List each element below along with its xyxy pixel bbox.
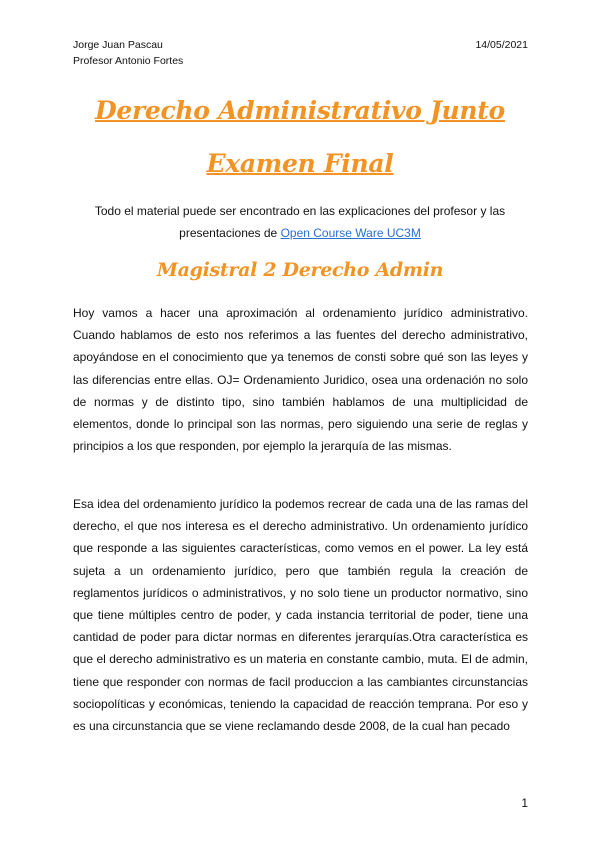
professor-name: Profesor Antonio Fortes: [73, 55, 184, 67]
section-title: Magistral 2 Derecho Admin: [156, 259, 444, 281]
document-title: Derecho Administrativo Junto Examen Final: [95, 96, 505, 178]
header-date: 14/05/2021: [475, 39, 528, 51]
intro-text-body: Todo el material puede ser encontrado en las explicaciones del profesor y las presentaciones de: [94, 204, 506, 240]
page-number: 1: [521, 796, 528, 810]
ocw-link[interactable]: Open Course Ware UC3M: [280, 226, 421, 240]
author-name: Jorge Juan Pascau: [73, 39, 163, 51]
intro-text: [60, 200, 540, 244]
paragraph-2: Esa idea del ordenamiento jurídico la podemos recrear de cada una de las ramas del derecho, el que nos interesa es el derecho administrativo. Un ordenamiento jurídico que responde a las siguientes características, como vemos en el power. La ley está sujeta a un ordenamiento jurídico, pero que también regula la creación de reglamentos jurídicos o administrativos, y no solo tiene un productor normativo, sino que tiene múltiples centro de poder, y cada instancia territorial de poder, tiene una cantidad de poder para dictar normas en diferentes jerarquías.Otra característica es que el derecho administrativo es un materia en constante cambio, muta. El de admin, tiene que responder con normas de facil produccion a las cambiantes circunstancias sociopolíticas y económicas, teniendo la capacidad de reacción temprana. Por eso y es una circunstancia que se viene reclamando desde 2008, de la cual han pecado: [73, 497, 528, 734]
paragraph-1: Hoy vamos a hacer una aproximación al ordenamiento jurídico administrativo. Cuando hablamos de esto nos referimos a las fuentes del derecho administrativo, apoyándose en el conocimiento que ya tenemos de consti sobre qué son las leyes y las diferencias entre ellas. OJ= Ordenamiento Juridico, osea una ordenación no solo de normas y de distinto tipo, sino también hablamos de una multiplicidad de elementos, donde lo principal son las normas, pero siguiendo una serie de reglas y principios a los que responden, por ejemplo la jerarquía de las mismas.: [73, 306, 528, 454]
header-left: [73, 37, 183, 69]
